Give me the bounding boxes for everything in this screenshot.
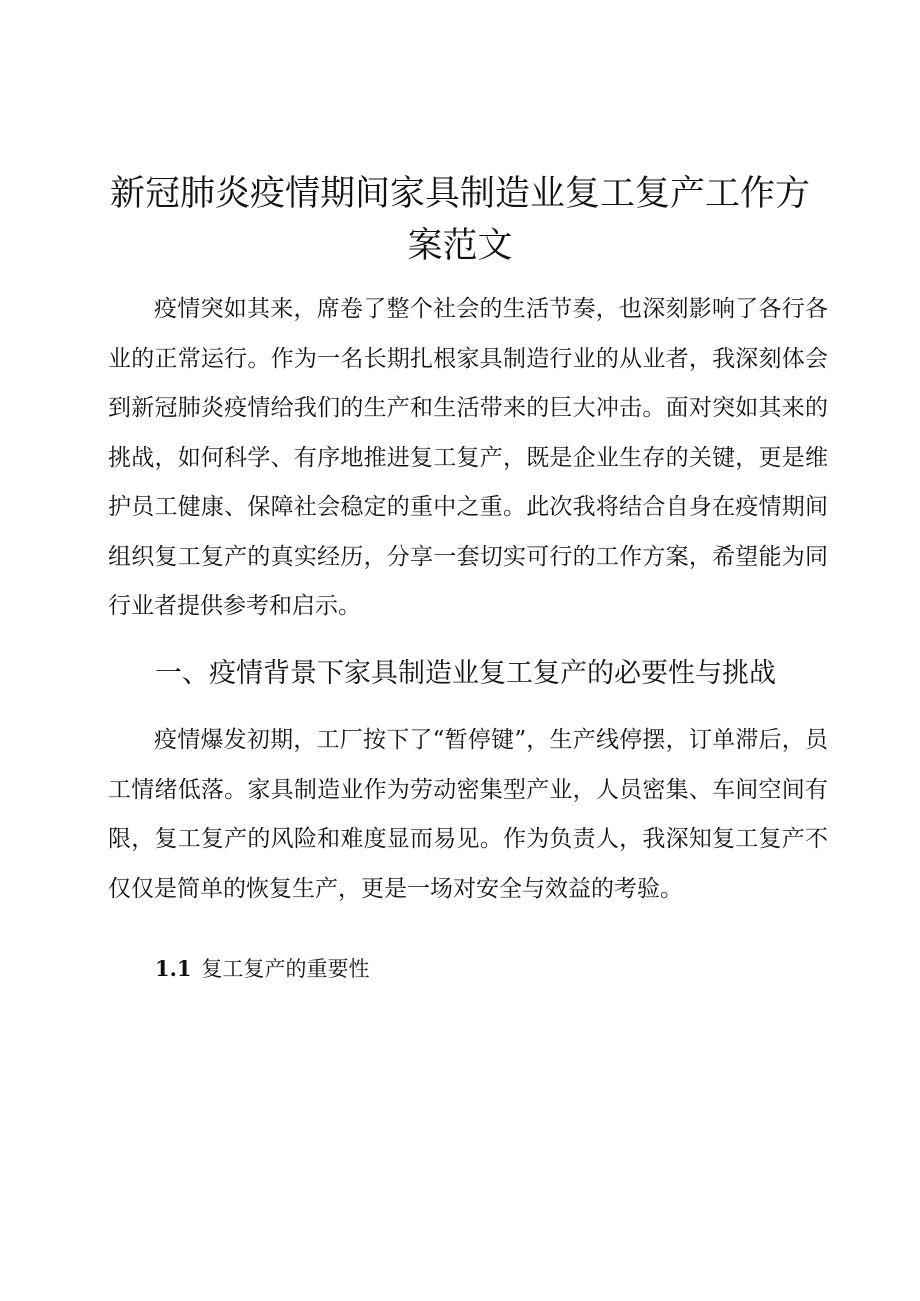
document-title: 新冠肺炎疫情期间家具制造业复工复产工作方案范文 [110,174,811,266]
subsection-title: 复工复产的重要性 [201,957,370,981]
intro-paragraph: 疫情突如其来，席卷了整个社会的生活节奏，也深刻影响了各行各业的正常运行。作为一名长期扎根家具制造行业的从业者，我深刻体会到新冠肺炎疫情给我们的生产和生活带来的巨大冲击。面对突如其来的挑战，如何科学、有序地推进复工复产，既是企业生存的关键，更是维护员工健康、保障社会稳定的重中之重。此次我将结合自身在疫情期间组织复工复产的真实经历，分享一套切实可行的工作方案，希望能为同行业者提供参考和启示。 [108,296,828,619]
section-1-heading: 一、疫情背景下家具制造业复工复产的必要性与挑战 [155,658,776,689]
subsection-number: 1.1 [155,956,192,981]
section-1-paragraph: 疫情爆发初期，工厂按下了“暂停键”，生产线停摆，订单滞后，员工情绪低落。家具制造业作为劳动密集型产业，人员密集、车间空间有限，复工复产的风险和难度显而易见。作为负责人，我深知复工复产不仅仅是简单的恢复生产，更是一场对安全与效益的考验。 [108,727,828,902]
subsection-1-1-heading [155,952,370,986]
